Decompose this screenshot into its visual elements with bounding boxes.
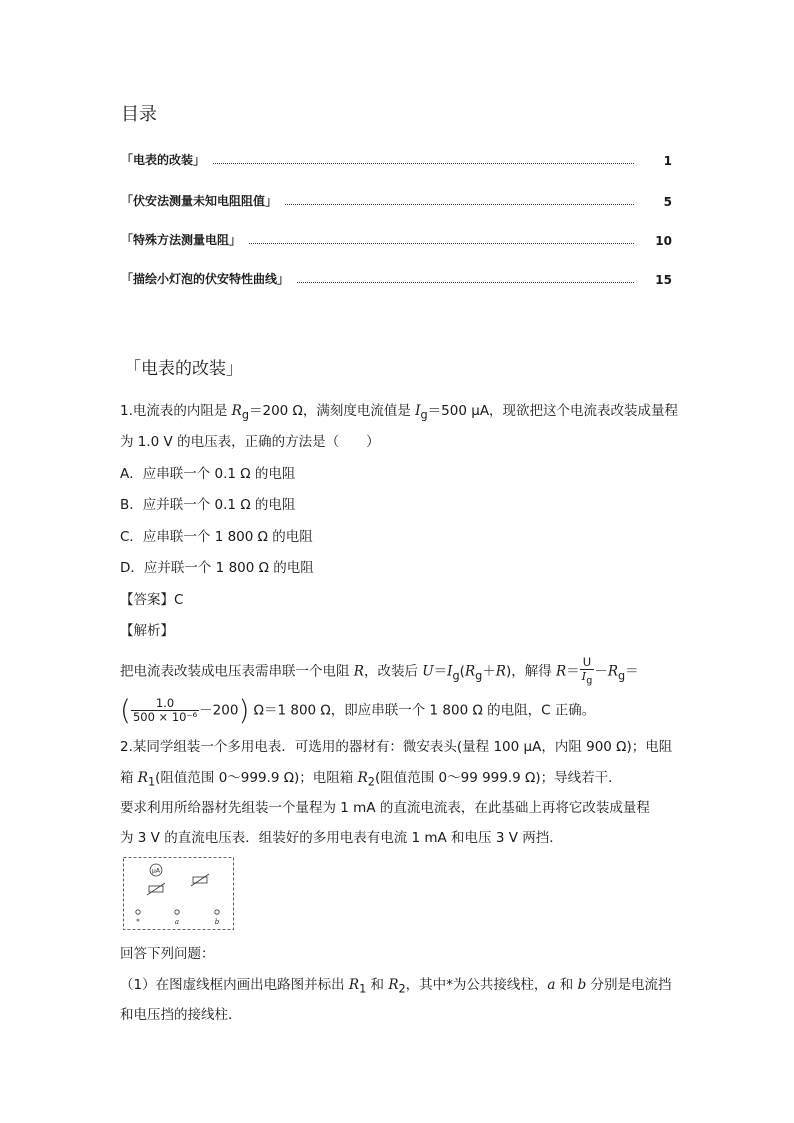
toc-entry-page: 5 <box>663 195 672 209</box>
terminal-a-label: a <box>174 918 180 926</box>
microammeter-label: μA <box>152 867 160 875</box>
toc-entry-text: 「电表的改装」 <box>121 153 206 167</box>
analysis-text: － <box>594 663 608 680</box>
toc-entry-page: 1 <box>663 154 672 168</box>
fraction-numerator: 1.0 <box>131 697 199 711</box>
var-u: U <box>422 663 434 680</box>
var-i: I <box>415 403 421 419</box>
toc-entry-text: 「特殊方法测量电阻」 <box>121 233 242 247</box>
analysis-text: ＝ <box>566 663 580 680</box>
fraction-1-over-500e-6 <box>131 697 199 724</box>
analysis-text: ( <box>459 663 465 680</box>
var-r: R <box>495 663 506 680</box>
left-paren: ( <box>120 693 131 727</box>
q1-option-d: D．应并联一个 1 800 Ω 的电阻 <box>120 560 314 576</box>
subscript: 2 <box>367 775 375 789</box>
var-r: R <box>348 977 360 993</box>
var-r: R <box>357 770 368 786</box>
analysis-text: ＋ <box>482 663 496 680</box>
var-i: I <box>447 663 453 680</box>
q2-text: 分别是电流挡 <box>586 977 672 993</box>
subscript: g <box>452 669 460 683</box>
section-title: 「电表的改装」 <box>124 359 243 379</box>
var-r: R <box>607 663 618 680</box>
q1-analysis-line1 <box>120 656 639 687</box>
q1-stem-line1 <box>120 401 678 426</box>
analysis-text: 把电流表改装成电压表需串联一个电阻 <box>120 663 354 680</box>
subscript: g <box>420 408 428 422</box>
q2-line3: 要求利用所给器材先组装一个量程为 1 mA 的直流电流表，在此基础上再将它改装成量程 <box>120 800 650 816</box>
toc-entry[interactable] <box>121 148 672 168</box>
analysis-text: )，解得 <box>505 663 556 680</box>
terminal-common-label: * <box>136 918 140 926</box>
var-r: R <box>464 663 476 680</box>
subscript: 1 <box>359 982 367 996</box>
var-b: b <box>577 977 587 993</box>
toc-entry-text: 「描绘小灯泡的伏安特性曲线」 <box>121 272 290 286</box>
toc-title: 目录 <box>121 104 157 125</box>
q2-text: 箱 <box>120 770 138 786</box>
circuit-diagram <box>123 857 234 930</box>
terminal-b <box>215 910 219 914</box>
variable-resistor-icon <box>147 883 165 895</box>
q2-text: 和 <box>555 977 578 993</box>
q1-option-c: C．应串联一个 1 800 Ω 的电阻 <box>120 529 313 545</box>
variable-resistor-icon <box>191 874 209 886</box>
q2-sub1-line2: 和电压挡的接线柱． <box>120 1007 242 1023</box>
analysis-text: －200 <box>199 702 239 719</box>
var-a: a <box>547 977 556 993</box>
subscript: 2 <box>398 982 406 996</box>
var-r: R <box>231 403 242 419</box>
q2-text: ，其中*为公共接线柱， <box>405 977 548 993</box>
terminal-common <box>136 910 140 914</box>
subscript: g <box>586 675 593 687</box>
var-r: R <box>353 663 364 680</box>
q2-text: (阻值范围 0～99 999.9 Ω)；导线若干． <box>374 770 622 786</box>
q1-option-a: A．应串联一个 0.1 Ω 的电阻 <box>120 466 296 482</box>
q1-stem-text: 1.电流表的内阻是 <box>120 403 232 419</box>
q1-stem-text: ＝500 μA，现欲把这个电流表改装成量程 <box>427 403 679 419</box>
toc-entry-text: 「伏安法测量未知电阻阻值」 <box>121 194 278 208</box>
q2-line4: 为 3 V 的直流电压表．组装好的多用电表有电流 1 mA 和电压 3 V 两挡． <box>120 830 563 846</box>
q1-answer: 【答案】C <box>120 592 184 608</box>
var-r: R <box>137 770 148 786</box>
toc-leader-dots <box>249 243 634 244</box>
analysis-text: ，改装后 <box>363 663 423 680</box>
fraction-denominator <box>580 670 595 687</box>
q2-text: (阻值范围 0～999.9 Ω)；电阻箱 <box>155 770 358 786</box>
subscript: g <box>475 669 483 683</box>
q2-text: 和 <box>366 977 389 993</box>
toc-entry-page: 15 <box>655 273 672 287</box>
right-paren: ) <box>238 693 250 727</box>
toc-leader-dots <box>213 163 634 164</box>
subscript: g <box>617 669 626 683</box>
subscript: 1 <box>147 775 156 789</box>
var-r: R <box>388 977 399 993</box>
q1-analysis-label: 【解析】 <box>120 623 174 639</box>
toc-entry[interactable] <box>121 228 672 248</box>
q1-analysis-line2 <box>120 693 596 727</box>
toc-entry-page: 10 <box>655 234 672 248</box>
toc-entry[interactable] <box>121 189 672 209</box>
terminal-a <box>175 910 179 914</box>
toc-leader-dots <box>297 282 634 283</box>
q2-line2 <box>120 768 622 793</box>
toc-leader-dots <box>285 204 634 205</box>
q2-text: （1）在图虚线框内画出电路图并标出 <box>120 977 349 993</box>
subscript: g <box>241 408 249 422</box>
fraction-u-over-ig <box>580 656 595 687</box>
var-i: I <box>581 669 587 683</box>
analysis-text: Ω＝1 800 Ω，即应串联一个 1 800 Ω 的电阻，C 正确。 <box>253 702 596 719</box>
q1-stem-text: ＝200 Ω，满刻度电流值是 <box>249 403 416 419</box>
q2-line1: 2.某同学组装一个多用电表．可选用的器材有：微安表头(量程 100 μA，内阻 900 Ω)；电阻 <box>120 739 673 755</box>
analysis-text: ＝ <box>433 663 448 680</box>
var-r: R <box>556 663 567 680</box>
fraction-denominator: 500 × 10⁻⁶ <box>132 710 198 724</box>
q1-stem-line2: 为 1.0 V 的电压表，正确的方法是（ ） <box>120 434 380 450</box>
analysis-text: ＝ <box>625 663 639 680</box>
q2-sub1-line1 <box>120 975 672 1000</box>
fraction-numerator: U <box>580 656 595 670</box>
terminal-b-label: b <box>214 918 220 926</box>
toc-entry[interactable] <box>121 267 672 287</box>
q1-option-b: B．应并联一个 0.1 Ω 的电阻 <box>120 497 296 513</box>
q2-prompt: 回答下列问题： <box>120 946 215 962</box>
